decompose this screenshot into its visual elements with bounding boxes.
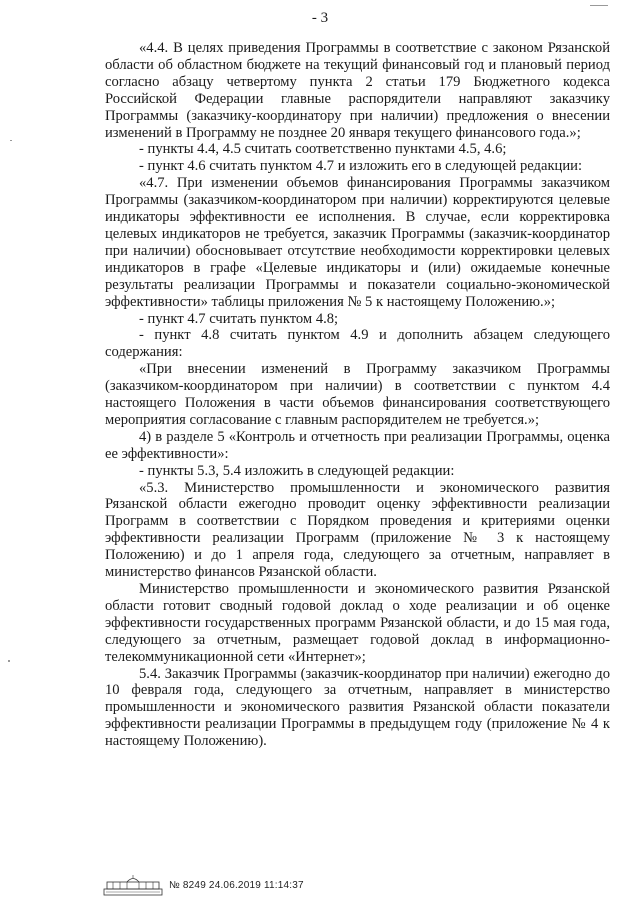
scan-artifact bbox=[10, 140, 12, 141]
paragraph-renumber-4-4-4-5: - пункты 4.4, 4.5 считать соответственно пунктами 4.5, 4.6; bbox=[139, 141, 507, 158]
paragraph-4-4: «4.4. В целях приведения Программы в соответствие с законом Рязанской области об областном бюджете на текущий финансовый год и плановый период согласно абзацу четвертому пункта 2 статьи 179 Бюджетного кодекса Российской Федерации главные распорядители направляют заказчику Программы (заказчику-координатору при наличии) предложения о внесении изменений в Программу не позднее 20 января текущего финансового года.»; bbox=[105, 40, 610, 141]
paragraph-section-5: 4) в разделе 5 «Контроль и отчетность при реализации Программы, оценка ее эффективности»: bbox=[105, 428, 610, 462]
government-building-logo-icon bbox=[103, 874, 163, 896]
document-footer bbox=[103, 874, 304, 896]
paragraph-points-5-3-5-4: - пункты 5.3, 5.4 изложить в следующей редакции: bbox=[139, 462, 455, 479]
scan-artifact bbox=[590, 5, 608, 6]
paragraph-insert-changes: «При внесении изменений в Программу заказчиком Программы (заказчиком-координатором при наличии) в соответствии с пунктом 4.4 настоящего Положения в части объемов финансирования соответствующего мероприятия согласование с главным распорядителем не требуется.»; bbox=[105, 361, 610, 428]
page-number: - 3 bbox=[311, 10, 329, 26]
scan-artifact bbox=[8, 660, 10, 662]
paragraph-renumber-4-8: - пункт 4.8 считать пунктом 4.9 и дополнить абзацем следующего содержания: bbox=[105, 327, 610, 361]
paragraph-renumber-4-6: - пункт 4.6 считать пунктом 4.7 и изложить его в следующей редакции: bbox=[139, 158, 583, 175]
paragraph-5-3: «5.3. Министерство промышленности и экономического развития Рязанской области ежегодно проводит оценку эффективности реализации Программ в соответствии с Порядком проведения и критериями оценки эффективности реализации Программ (приложение № 3 к настоящему Положению) и до 1 апреля года, следующего за отчетным, направляет в министерство финансов Рязанской области. bbox=[105, 479, 610, 581]
paragraph-4-7: «4.7. При изменении объемов финансирования Программы заказчиком Программы (заказчиком-координатором при наличии) корректируются целевые индикаторы эффективности ее исполнения. В случае, если корректировка целевых индикаторов не требуется, заказчик Программы (заказчик-координатор при наличии) обосновывает отсутствие необходимости корректировки целевых индикаторов в графе «Целевые индикаторы и (или) ожидаемые конечные результаты реализации Программы и показатели социально-экономической эффективности» таблицы приложения № 5 к настоящему Положению.»; bbox=[105, 175, 610, 310]
paragraph-renumber-4-7: - пункт 4.7 считать пунктом 4.8; bbox=[139, 310, 339, 327]
paragraph-ministry-report: Министерство промышленности и экономического развития Рязанской области готовит сводный годовой доклад о ходе реализации и об оценке эффективности государственных программ Рязанской области, и до 15 мая года, следующего за отчетным, размещает годовой доклад в информационно-телекоммуникационной сети «Интернет»; bbox=[105, 581, 610, 665]
paragraph-5-4: 5.4. Заказчик Программы (заказчик-координатор при наличии) ежегодно до 10 февраля года, следующего за отчетным, направляет в министерство промышленности и экономического развития Рязанской области показатели эффективности реализации Программы в предыдущем году (приложение № 4 к настоящему Положению). bbox=[105, 665, 610, 750]
document-body bbox=[105, 40, 610, 750]
document-stamp: № 8249 24.06.2019 11:14:37 bbox=[169, 879, 304, 891]
